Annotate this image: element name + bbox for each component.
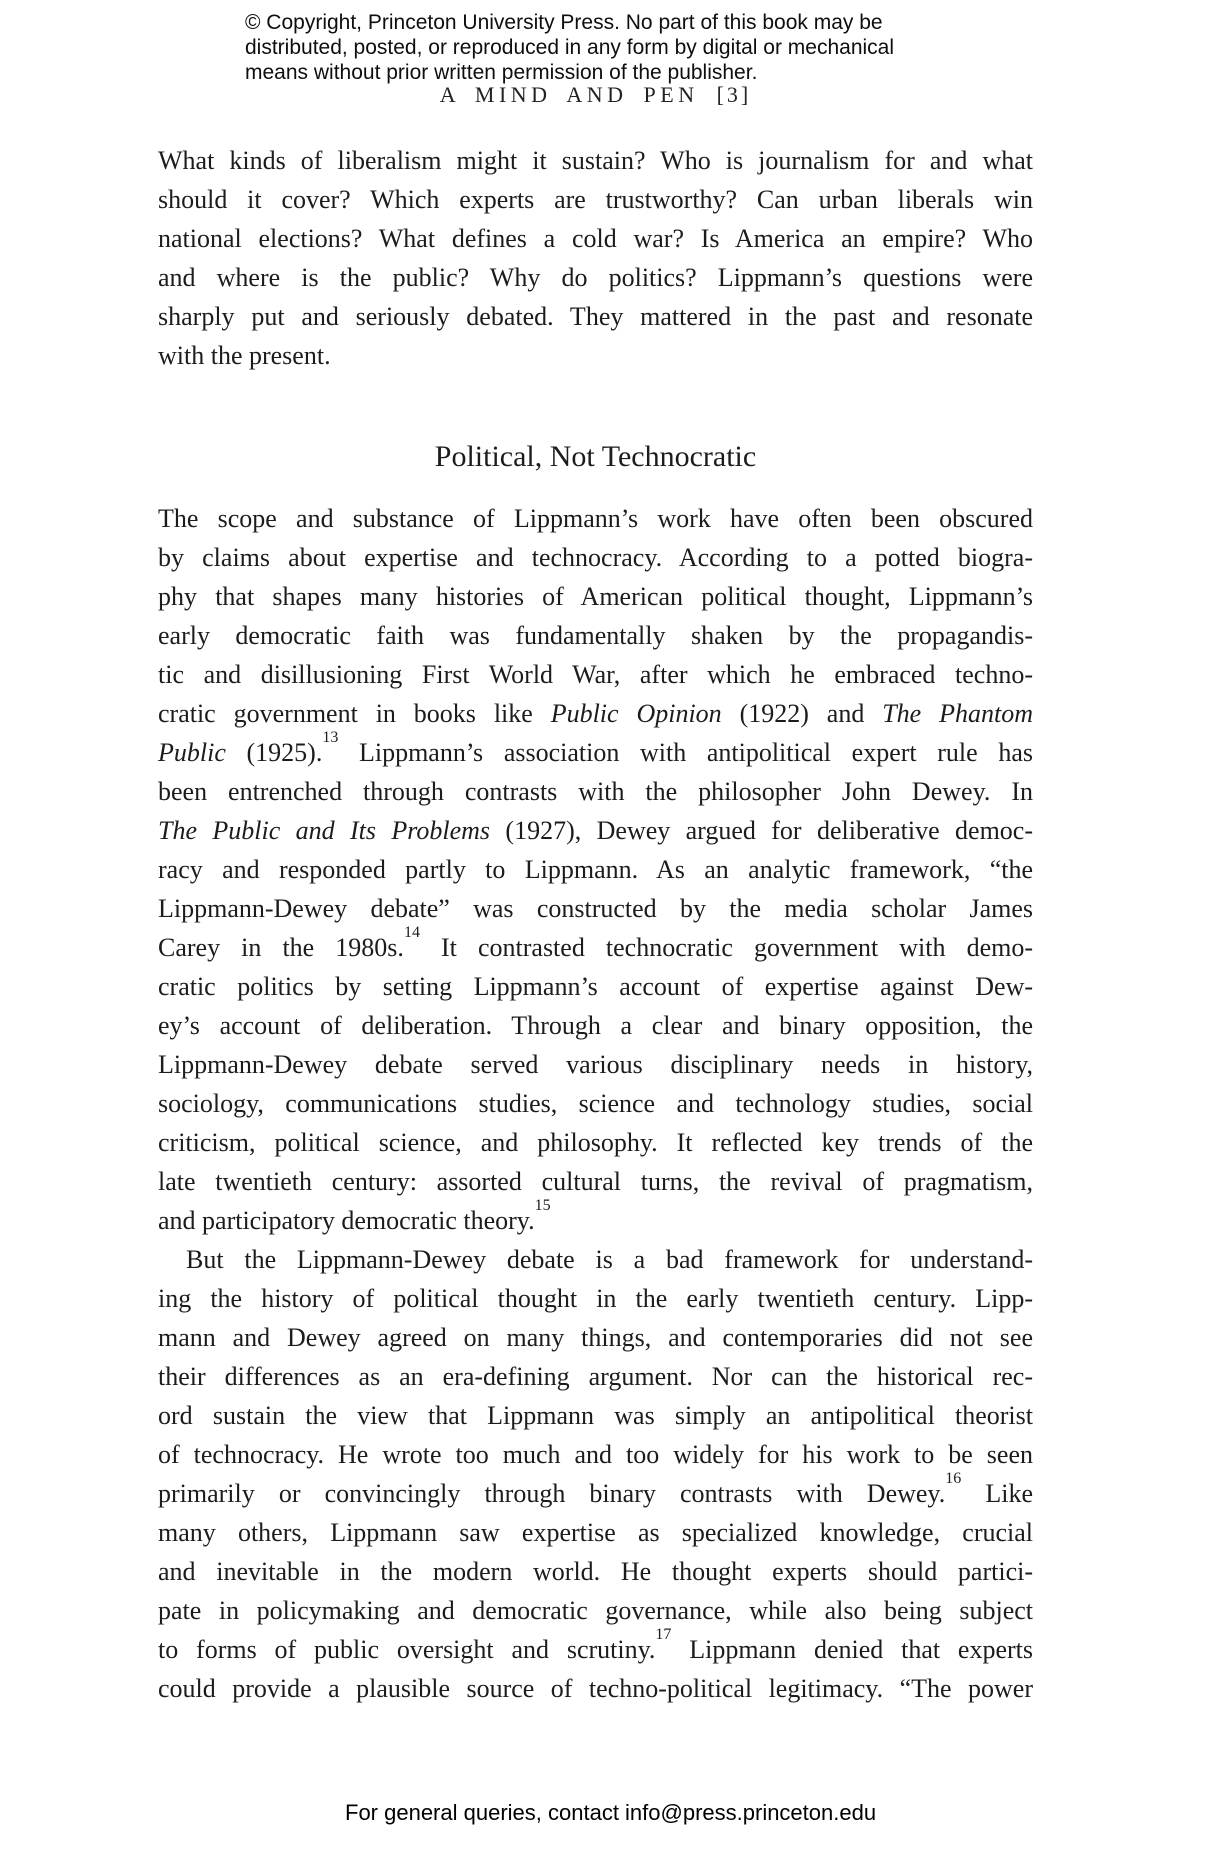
paragraph xyxy=(158,499,1033,1240)
text-line xyxy=(158,694,1033,733)
text-run: could provide a plausible source of techno-political legitimacy. “The power xyxy=(158,1674,1033,1703)
text-run: sociology, communications studies, science and technology studies, social xyxy=(158,1089,1033,1118)
text-line xyxy=(158,1197,1033,1240)
text-run: to forms of public oversight and scrutiny. xyxy=(158,1635,656,1664)
text-run: and where is the public? Why do politics? Lippmann’s questions were xyxy=(158,263,1033,292)
text-line xyxy=(158,336,1033,375)
text-run: criticism, political science, and philosophy. It reflected key trends of the xyxy=(158,1128,1033,1157)
text-line xyxy=(158,616,1033,655)
copyright-line: means without prior written permission of the publisher. xyxy=(245,61,758,84)
text-line xyxy=(158,811,1033,850)
copyright-line: © Copyright, Princeton University Press. No part of this book may be xyxy=(245,11,883,34)
text-run: (1927), Dewey argued for deliberative democ- xyxy=(490,816,1034,845)
text-run: pate in policymaking and democratic governance, while also being subject xyxy=(158,1596,1033,1625)
footnote-reference: 13 xyxy=(322,729,339,747)
text-line xyxy=(158,538,1033,577)
footnote-reference: 17 xyxy=(655,1626,672,1644)
italic-title: Public xyxy=(158,738,226,767)
text-run: sharply put and seriously debated. They mattered in the past and resonate xyxy=(158,302,1033,331)
text-run: of technocracy. He wrote too much and too widely for his work to be seen xyxy=(158,1440,1033,1469)
text-run: tic and disillusioning First World War, after which he embraced techno- xyxy=(158,660,1033,689)
text-line xyxy=(158,1279,1033,1318)
copyright-notice xyxy=(245,10,894,85)
text-run: Lippmann-Dewey debate served various disciplinary needs in history, xyxy=(158,1050,1033,1079)
text-run: ey’s account of deliberation. Through a clear and binary opposition, the xyxy=(158,1011,1033,1040)
text-line xyxy=(158,1318,1033,1357)
italic-title: The Phantom xyxy=(882,699,1033,728)
text-run: The scope and substance of Lippmann’s work have often been obscured xyxy=(158,504,1033,533)
text-run: Carey in the 1980s. xyxy=(158,933,404,962)
footnote-reference: 14 xyxy=(403,924,420,942)
text-line xyxy=(158,1006,1033,1045)
text-run: should it cover? Which experts are trustworthy? Can urban liberals win xyxy=(158,185,1033,214)
text-line xyxy=(158,729,1033,772)
italic-title: Public Opinion xyxy=(550,699,722,728)
copyright-line: distributed, posted, or reproduced in any form by digital or mechanical xyxy=(245,36,895,59)
text-run: What kinds of liberalism might it sustain? Who is journalism for and what xyxy=(158,146,1033,175)
text-run: ing the history of political thought in the early twentieth century. Lipp- xyxy=(158,1284,1033,1313)
text-line xyxy=(158,1552,1033,1591)
text-run: ord sustain the view that Lippmann was simply an antipolitical theorist xyxy=(158,1401,1033,1430)
text-run: their differences as an era-defining argument. Nor can the historical rec- xyxy=(158,1362,1033,1391)
text-line xyxy=(158,1123,1033,1162)
text-line xyxy=(158,967,1033,1006)
text-line xyxy=(158,577,1033,616)
text-run: with the present. xyxy=(158,341,331,370)
text-line xyxy=(158,258,1033,297)
section-heading: Political, Not Technocratic xyxy=(434,440,757,473)
text-line xyxy=(158,219,1033,258)
running-head-title: A MIND AND PEN xyxy=(439,82,699,107)
text-line xyxy=(158,772,1033,811)
text-line xyxy=(158,1513,1033,1552)
text-run: (1922) and xyxy=(721,699,883,728)
text-line xyxy=(158,924,1034,967)
text-run: phy that shapes many histories of American political thought, Lippmann’s xyxy=(158,582,1033,611)
text-run: racy and responded partly to Lippmann. As an analytic framework, “the xyxy=(158,855,1033,884)
text-line xyxy=(158,1045,1033,1084)
body-text-2 xyxy=(158,499,1033,1708)
text-line xyxy=(158,1240,1033,1279)
text-line xyxy=(158,655,1033,694)
text-run: early democratic faith was fundamentally shaken by the propagandis- xyxy=(158,621,1033,650)
text-run: Lippmann’s association with antipolitical expert rule has xyxy=(338,738,1033,767)
text-run: national elections? What defines a cold war? Is America an empire? Who xyxy=(158,224,1033,253)
text-run: primarily or convincingly through binary contrasts with Dewey. xyxy=(158,1479,946,1508)
text-line xyxy=(158,1669,1033,1708)
text-run: Lippmann denied that experts xyxy=(671,1635,1033,1664)
text-run: It contrasted technocratic government with demo- xyxy=(419,933,1034,962)
footer-contact: For general queries, contact info@press.princeton.edu xyxy=(345,1800,877,1825)
text-line xyxy=(158,1626,1033,1669)
running-head xyxy=(158,82,1033,108)
text-line xyxy=(158,141,1033,180)
paragraph xyxy=(158,1240,1033,1708)
text-line xyxy=(158,297,1033,336)
text-line xyxy=(158,1357,1033,1396)
text-line xyxy=(158,1435,1033,1474)
footnote-reference: 16 xyxy=(945,1470,962,1488)
text-run: (1925). xyxy=(225,738,323,767)
footnote-reference: 15 xyxy=(534,1197,551,1215)
text-line xyxy=(158,499,1033,538)
text-line xyxy=(158,1396,1033,1435)
italic-title: The Public and Its Problems xyxy=(158,816,491,845)
text-line xyxy=(158,180,1033,219)
text-run: late twentieth century: assorted cultural turns, the revival of pragmatism, xyxy=(158,1167,1033,1196)
text-run: by claims about expertise and technocracy. According to a potted biogra- xyxy=(158,543,1033,572)
text-run: been entrenched through contrasts with the philosopher John Dewey. In xyxy=(158,777,1033,806)
text-line xyxy=(158,1084,1033,1123)
text-line xyxy=(158,1470,1033,1513)
body-text-1 xyxy=(158,141,1033,375)
text-run: many others, Lippmann saw expertise as specialized knowledge, crucial xyxy=(158,1518,1033,1547)
text-run: mann and Dewey agreed on many things, and contemporaries did not see xyxy=(158,1323,1033,1352)
page-number-folio: [3] xyxy=(716,82,752,107)
text-line xyxy=(158,1591,1033,1630)
text-line xyxy=(158,1162,1033,1201)
text-run: and participatory democratic theory. xyxy=(158,1206,535,1235)
text-run: cratic government in books like xyxy=(158,699,551,728)
text-run: cratic politics by setting Lippmann’s account of expertise against Dew- xyxy=(158,972,1033,1001)
text-line xyxy=(158,889,1033,928)
paragraph xyxy=(158,141,1033,375)
text-run: But the Lippmann-Dewey debate is a bad framework for understand- xyxy=(186,1245,1033,1274)
text-run: Like xyxy=(961,1479,1033,1508)
text-line xyxy=(158,850,1033,889)
text-run: Lippmann-Dewey debate” was constructed by the media scholar James xyxy=(158,894,1033,923)
text-run: and inevitable in the modern world. He thought experts should partici- xyxy=(158,1557,1033,1586)
